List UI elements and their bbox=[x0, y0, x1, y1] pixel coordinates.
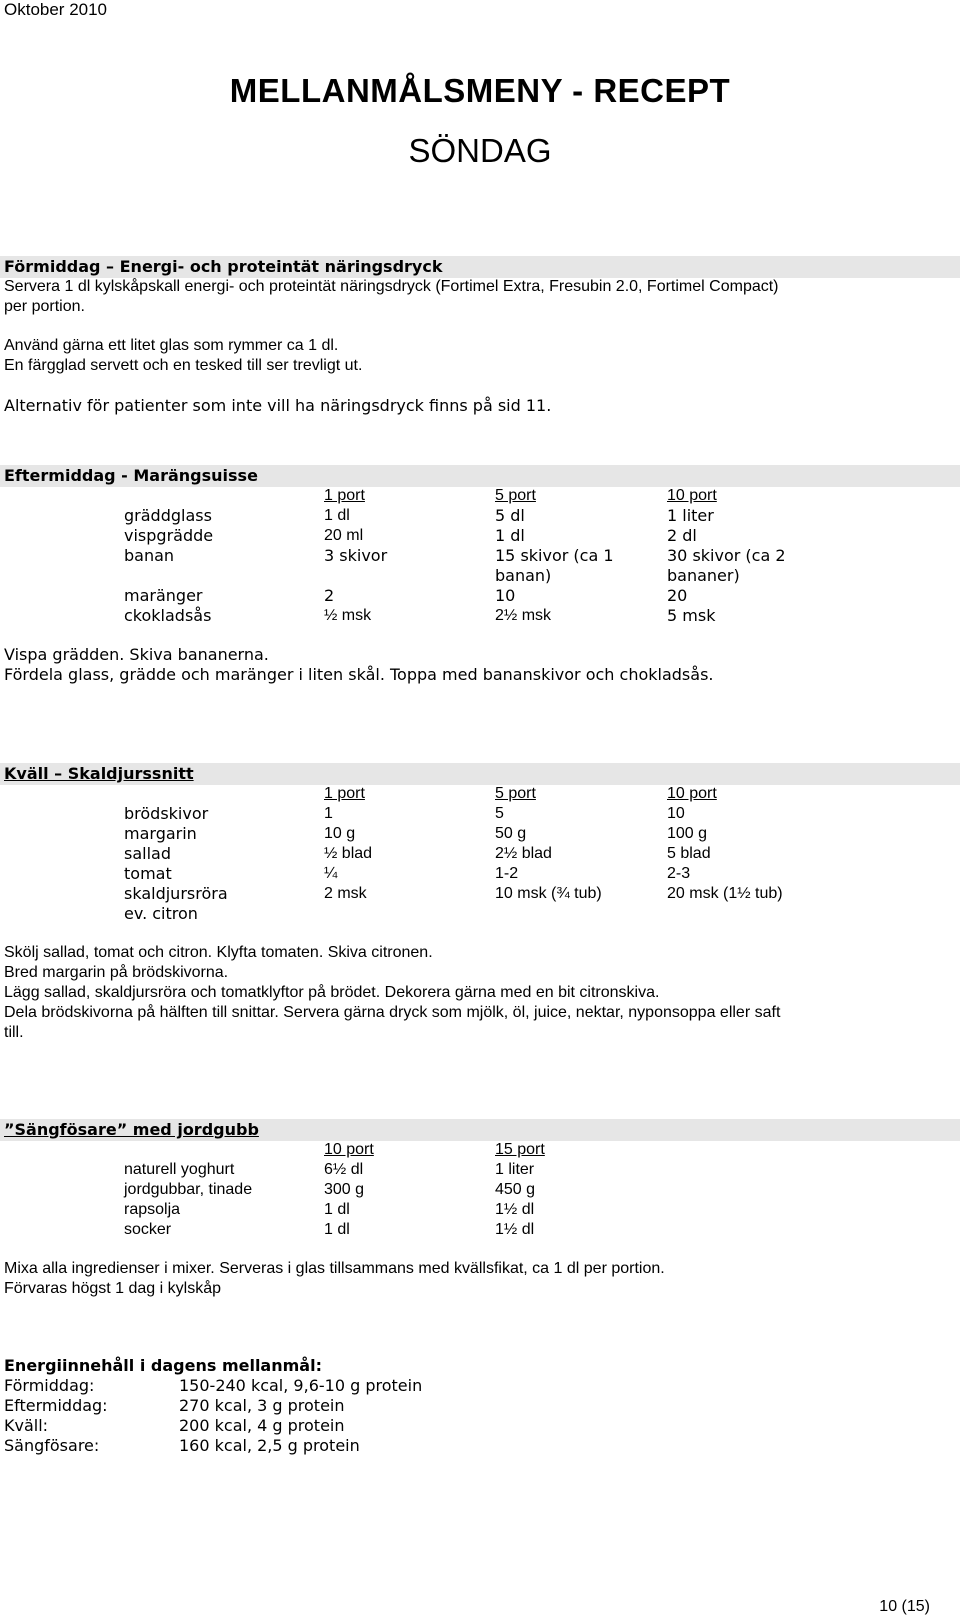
ingredient-amount: 1 dl bbox=[324, 1221, 350, 1238]
instruction-line: Fördela glass, grädde och maränger i liten skål. Toppa med bananskivor och chokladsås. bbox=[4, 665, 714, 684]
ingredient-amount: 5 bbox=[495, 805, 504, 822]
ingredient-name: maränger bbox=[124, 586, 203, 605]
ingredient-amount: 10 msk (¾ tub) bbox=[495, 885, 602, 902]
ingredient-name: sallad bbox=[124, 844, 171, 863]
instruction-line: Vispa grädden. Skiva bananerna. bbox=[4, 645, 269, 664]
ingredient-amount: 20 ml bbox=[324, 527, 364, 544]
ingredient-amount: 1-2 bbox=[495, 865, 519, 882]
energy-label: Förmiddag: bbox=[4, 1376, 95, 1395]
ingredient-amount: 20 bbox=[667, 586, 688, 605]
ingredient-name: brödskivor bbox=[124, 804, 209, 823]
ingredient-amount: 10 bbox=[667, 805, 685, 822]
column-header: 1 port bbox=[324, 785, 365, 802]
body-line: Alternativ för patienter som inte vill ha näringsdryck finns på sid 11. bbox=[4, 396, 552, 415]
ingredient-name: ckokladsås bbox=[124, 606, 212, 625]
ingredient-name: skaldjursröra bbox=[124, 884, 228, 903]
ingredient-amount: 5 msk bbox=[667, 606, 716, 625]
ingredient-amount: 1 dl bbox=[495, 526, 525, 545]
instruction-line: Dela brödskivorna på hälften till snittar. Servera gärna dryck som mjölk, öl, juice, nektar, nyponsoppa eller saft bbox=[4, 1004, 781, 1021]
body-line: Servera 1 dl kylskåpskall energi- och proteintät näringsdryck (Fortimel Extra, Fresubin 2.0, Fortimel Compact) bbox=[4, 278, 779, 295]
section-heading: ”Sängfösare” med jordgubb bbox=[4, 1120, 259, 1139]
ingredient-amount: ¼ bbox=[324, 865, 338, 882]
ingredient-name: ev. citron bbox=[124, 904, 198, 923]
ingredient-name: gräddglass bbox=[124, 506, 212, 525]
column-header: 5 port bbox=[495, 785, 536, 802]
ingredient-amount: 100 g bbox=[667, 825, 708, 842]
ingredient-amount: 1 dl bbox=[324, 1201, 350, 1218]
section-heading: Förmiddag – Energi- och proteintät näringsdryck bbox=[4, 257, 443, 276]
column-header: 10 port bbox=[667, 487, 717, 504]
section-heading: Energiinnehåll i dagens mellanmål: bbox=[4, 1356, 322, 1375]
column-header: 10 port bbox=[667, 785, 717, 802]
body-line: Använd gärna ett litet glas som rymmer ca 1 dl. bbox=[4, 337, 339, 354]
energy-label: Kväll: bbox=[4, 1416, 49, 1435]
ingredient-amount: 6½ dl bbox=[324, 1161, 364, 1178]
ingredient-amount: banan) bbox=[495, 566, 552, 585]
ingredient-amount: 5 dl bbox=[495, 506, 525, 525]
ingredient-amount: ½ msk bbox=[324, 607, 372, 624]
ingredient-amount: 3 skivor bbox=[324, 546, 388, 565]
section-heading: Eftermiddag - Marängsuisse bbox=[4, 466, 258, 485]
ingredient-name: jordgubbar, tinade bbox=[124, 1181, 253, 1198]
instruction-line: Skölj sallad, tomat och citron. Klyfta tomaten. Skiva citronen. bbox=[4, 944, 433, 961]
instruction-line: Bred margarin på brödskivorna. bbox=[4, 964, 229, 981]
ingredient-amount: 1 liter bbox=[495, 1161, 535, 1178]
ingredient-amount: 1 bbox=[324, 805, 333, 822]
ingredient-name: naturell yoghurt bbox=[124, 1161, 235, 1178]
ingredient-name: socker bbox=[124, 1221, 172, 1238]
ingredient-amount: 10 bbox=[495, 586, 516, 605]
section-heading: Kväll – Skaldjurssnitt bbox=[4, 764, 194, 783]
column-header: 10 port bbox=[324, 1141, 374, 1158]
ingredient-amount: 2½ blad bbox=[495, 845, 552, 862]
ingredient-amount: 2 dl bbox=[667, 526, 697, 545]
ingredient-name: vispgrädde bbox=[124, 526, 214, 545]
energy-value: 270 kcal, 3 g protein bbox=[179, 1396, 345, 1415]
energy-label: Eftermiddag: bbox=[4, 1396, 108, 1415]
ingredient-amount: 5 blad bbox=[667, 845, 711, 862]
ingredient-amount: 2½ msk bbox=[495, 607, 552, 624]
ingredient-amount: 1½ dl bbox=[495, 1221, 535, 1238]
instruction-line: till. bbox=[4, 1024, 24, 1041]
ingredient-amount: 300 g bbox=[324, 1181, 365, 1198]
column-header: 1 port bbox=[324, 487, 365, 504]
page-number: 10 (15) bbox=[879, 1598, 930, 1615]
ingredient-amount: ½ blad bbox=[324, 845, 373, 862]
ingredient-amount: 50 g bbox=[495, 825, 527, 842]
ingredient-amount: 15 skivor (ca 1 bbox=[495, 546, 614, 565]
page-subtitle: SÖNDAG bbox=[408, 132, 552, 169]
ingredient-amount: 2 msk bbox=[324, 885, 367, 902]
body-line: En färgglad servett och en tesked till ser trevligt ut. bbox=[4, 357, 363, 374]
ingredient-amount: 1½ dl bbox=[495, 1201, 535, 1218]
ingredient-amount: bananer) bbox=[667, 566, 740, 585]
ingredient-name: banan bbox=[124, 546, 175, 565]
body-line: per portion. bbox=[4, 298, 85, 315]
ingredient-amount: 450 g bbox=[495, 1181, 536, 1198]
ingredient-amount: 1 liter bbox=[667, 506, 714, 525]
column-header: 15 port bbox=[495, 1141, 545, 1158]
instruction-line: Lägg sallad, skaldjursröra och tomatklyftor på brödet. Dekorera gärna med en bit citronskiva. bbox=[4, 984, 660, 1001]
instruction-line: Förvaras högst 1 dag i kylskåp bbox=[4, 1280, 221, 1297]
ingredient-name: rapsolja bbox=[124, 1201, 181, 1218]
column-header: 5 port bbox=[495, 487, 536, 504]
ingredient-amount: 1 dl bbox=[324, 507, 350, 524]
energy-value: 150-240 kcal, 9,6-10 g protein bbox=[179, 1376, 423, 1395]
page-title: MELLANMÅLSMENY - RECEPT bbox=[229, 72, 731, 109]
energy-value: 200 kcal, 4 g protein bbox=[179, 1416, 345, 1435]
ingredient-amount: 2 bbox=[324, 586, 335, 605]
header-date: Oktober 2010 bbox=[4, 0, 108, 19]
ingredient-amount: 2-3 bbox=[667, 865, 691, 882]
energy-label: Sängfösare: bbox=[4, 1436, 100, 1455]
ingredient-name: tomat bbox=[124, 864, 172, 883]
instruction-line: Mixa alla ingredienser i mixer. Serveras i glas tillsammans med kvällsfikat, ca 1 dl per portion. bbox=[4, 1260, 665, 1277]
ingredient-amount: 20 msk (1½ tub) bbox=[667, 885, 783, 902]
ingredient-amount: 30 skivor (ca 2 bbox=[667, 546, 786, 565]
ingredient-amount: 10 g bbox=[324, 825, 356, 842]
energy-value: 160 kcal, 2,5 g protein bbox=[179, 1436, 360, 1455]
ingredient-name: margarin bbox=[124, 824, 197, 843]
